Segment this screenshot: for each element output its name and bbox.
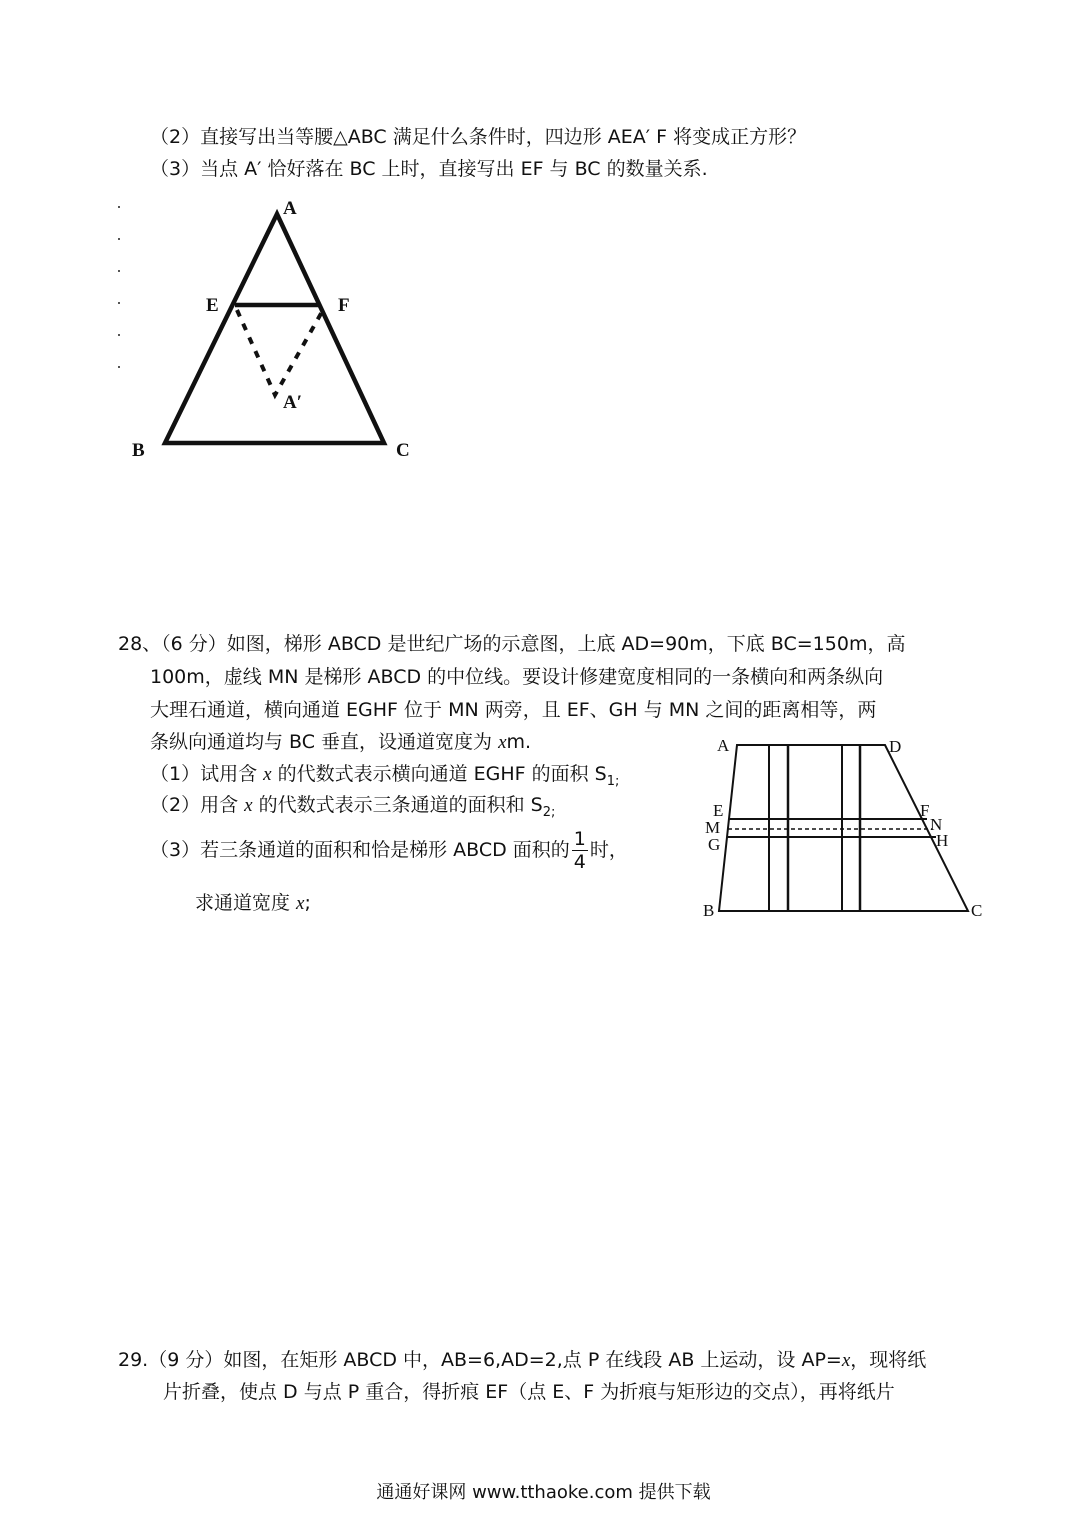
- label-e: E: [206, 295, 219, 316]
- label-c: C: [396, 440, 410, 461]
- q28-part3-continued: 求通道宽度 x;: [195, 892, 311, 914]
- triangle-abc: [165, 214, 384, 443]
- q28-line2: 100m，虚线 MN 是梯形 ABCD 的中位线。要设计修建宽度相同的一条横向和两条纵向: [150, 666, 884, 688]
- triangle-figure: [165, 214, 384, 443]
- trap-label-c: C: [971, 901, 983, 920]
- trap-label-h: H: [936, 831, 949, 850]
- q28-line4: 条纵向通道均与 BC 垂直，设通道宽度为 xm.: [150, 731, 532, 753]
- q28-line3: 大理石通道，横向通道 EGHF 位于 MN 两旁，且 EF、GH 与 MN 之间的距离相等，两: [150, 699, 877, 721]
- trap-label-m: M: [705, 818, 721, 837]
- label-a: A: [283, 198, 297, 219]
- label-f: F: [338, 295, 350, 316]
- fold-dashed-lines: [237, 310, 323, 395]
- trap-label-f: F: [920, 801, 930, 820]
- trap-label-n: N: [930, 815, 943, 834]
- fraction-one-quarter: $\frac{1}{4}$: [573, 828, 586, 873]
- trap-label-d: D: [889, 737, 902, 756]
- trap-label-b: B: [703, 901, 715, 920]
- label-a-prime: A′: [283, 392, 303, 413]
- trap-label-a: A: [717, 736, 730, 755]
- q28-part1: （1）试用含 x 的代数式表示横向通道 EGHF 的面积 $S_{1;}$: [150, 763, 620, 789]
- q28-part2: （2）用含 x 的代数式表示三条通道的面积和 $S_{2;}$: [150, 794, 556, 820]
- q29-line1: 29.（9 分）如图，在矩形 ABCD 中，AB=6,AD=2,点 P 在线段 AB 上运动，设 AP=x，现将纸: [118, 1349, 927, 1371]
- q27-part3: （3）当点 A′ 恰好落在 BC 上时，直接写出 EF 与 BC 的数量关系.: [150, 158, 708, 180]
- q28-line1: 28、（6 分）如图，梯形 ABCD 是世纪广场的示意图，上底 AD=90m，下底 BC=150m，高: [118, 633, 906, 655]
- q27-part2: （2）直接写出当等腰△ABC 满足什么条件时，四边形 AEA′ F 将变成正方形？: [150, 126, 807, 148]
- label-b: B: [132, 440, 145, 461]
- trap-label-e: E: [713, 801, 724, 820]
- margin-ticks: [118, 206, 120, 368]
- q29-line2: 片折叠，使点 D 与点 P 重合，得折痕 EF（点 E、F 为折痕与矩形边的交点），再将纸片: [163, 1381, 895, 1403]
- footer-source: 通通好课网 www.tthaoke.com 提供下载: [376, 1482, 711, 1503]
- q28-part3: （3）若三条通道的面积和恰是梯形 ABCD 面积的 $\frac{1}{4}$ 时，: [150, 828, 628, 873]
- trap-label-g: G: [708, 835, 721, 854]
